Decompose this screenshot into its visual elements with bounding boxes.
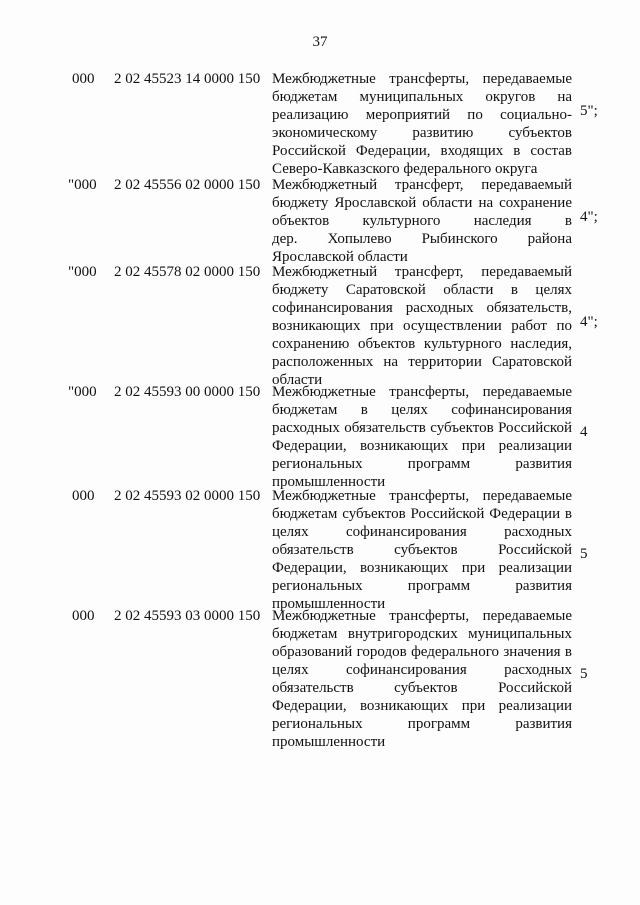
description-line: Федерации, возникающих при реализации (272, 560, 572, 576)
row-description (272, 70, 572, 178)
row-amount: 5 (580, 546, 588, 562)
admin-code: "000 (68, 384, 97, 400)
description-line: обязательств субъектов Российской (272, 680, 572, 696)
description-line: Федерации, возникающих при реализации (272, 698, 572, 714)
admin-code: 000 (72, 488, 95, 504)
description-line: региональных программ развития (272, 716, 572, 732)
description-line: промышленности (272, 734, 386, 750)
budget-classification-code: 2 02 45593 03 0000 150 (114, 608, 261, 624)
description-line: бюджету Саратовской области в целях (272, 282, 572, 298)
description-line: Межбюджетный трансферт, передаваемый (272, 177, 572, 193)
description-line: реализацию мероприятий по социально- (272, 107, 572, 123)
description-line: обязательств субъектов Российской (272, 542, 572, 558)
description-line: Межбюджетные трансферты, передаваемые (272, 608, 572, 624)
row-amount: 4"; (580, 209, 598, 225)
row-description (272, 487, 572, 613)
description-line: сохранению объектов культурного наследия, (272, 336, 572, 352)
page-number: 37 (312, 34, 328, 50)
row-description (272, 263, 572, 389)
description-line: Межбюджетные трансферты, передаваемые (272, 488, 572, 504)
row-amount: 4"; (580, 314, 598, 330)
budget-classification-code: 2 02 45578 02 0000 150 (114, 264, 261, 280)
description-line: объектов культурного наследия в (272, 213, 572, 229)
description-line: бюджету Ярославской области на сохранение (272, 195, 572, 211)
admin-code: "000 (68, 264, 97, 280)
description-line: региональных программ развития (272, 456, 572, 472)
description-line: расположенных на территории Саратовской (272, 354, 572, 370)
description-line: Ярославской области (272, 249, 408, 265)
row-description (272, 607, 572, 751)
description-line: образований городов федерального значения в (272, 644, 572, 660)
description-line: бюджетам внутригородских муниципальных (272, 626, 572, 642)
row-amount: 5"; (580, 103, 598, 119)
description-line: области (272, 372, 323, 388)
description-line: целях софинансирования расходных (272, 662, 572, 678)
description-line: промышленности (272, 596, 386, 612)
description-line: бюджетам в целях софинансирования (272, 402, 572, 418)
description-line: промышленности (272, 474, 386, 490)
description-line: Межбюджетные трансферты, передаваемые (272, 71, 572, 87)
description-line: бюджетам муниципальных округов на (272, 89, 572, 105)
description-line: экономическому развитию субъектов (272, 125, 572, 141)
description-line: софинансирования расходных обязательств, (272, 300, 572, 316)
row-description (272, 383, 572, 491)
description-line: Федерации, возникающих при реализации (272, 438, 572, 454)
admin-code: 000 (72, 71, 95, 87)
description-line: расходных обязательств субъектов Российской (272, 420, 572, 436)
description-line: Межбюджетный трансферт, передаваемый (272, 264, 572, 280)
budget-classification-code: 2 02 45556 02 0000 150 (114, 177, 261, 193)
budget-classification-code: 2 02 45593 02 0000 150 (114, 488, 261, 504)
description-line: региональных программ развития (272, 578, 572, 594)
row-description (272, 176, 572, 266)
description-line: возникающих при осуществлении работ по (272, 318, 572, 334)
description-line: дер. Хопылево Рыбинского района (272, 231, 572, 247)
description-line: целях софинансирования расходных (272, 524, 572, 540)
description-line: Северо-Кавказского федерального округа (272, 161, 538, 177)
admin-code: "000 (68, 177, 97, 193)
description-line: бюджетам субъектов Российской Федерации в (272, 506, 572, 522)
row-amount: 5 (580, 666, 588, 682)
admin-code: 000 (72, 608, 95, 624)
row-amount: 4 (580, 424, 588, 440)
budget-classification-code: 2 02 45593 00 0000 150 (114, 384, 261, 400)
description-line: Межбюджетные трансферты, передаваемые (272, 384, 572, 400)
description-line: Российской Федерации, входящих в состав (272, 143, 572, 159)
budget-classification-code: 2 02 45523 14 0000 150 (114, 71, 261, 87)
